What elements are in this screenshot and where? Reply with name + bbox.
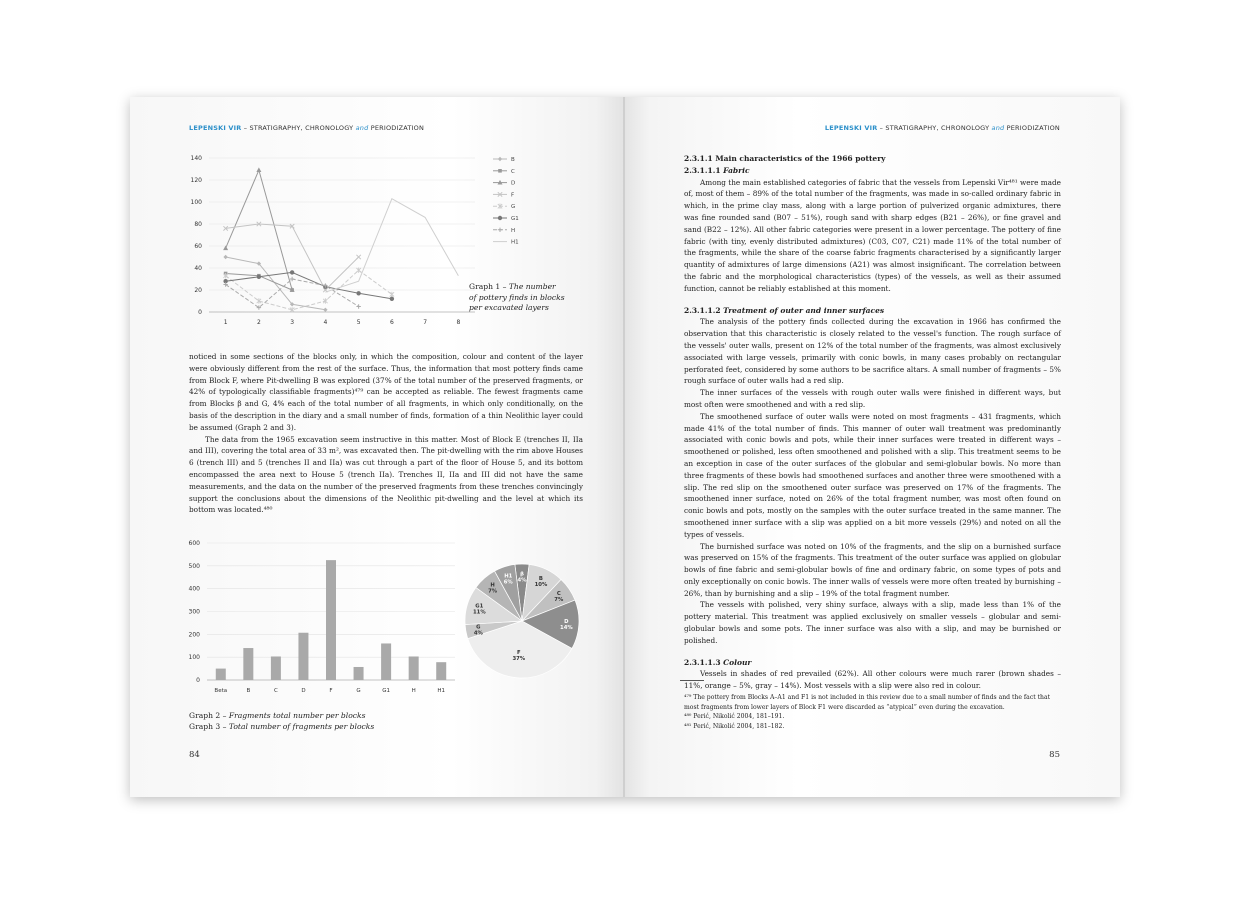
data-point <box>356 255 360 259</box>
x-tick-label: 2 <box>256 319 261 326</box>
x-tick-label: G <box>356 688 361 694</box>
y-tick-label: 400 <box>188 585 200 593</box>
left-body-text <box>189 351 583 516</box>
paragraph: The burnished surface was noted on 10% of the fragments, and the slip on a burnished surface was preserved on 15% of the fragments. This treatment of the outer surface was applied on globular bowls of fine fabric and semi-globular bowls of fine and ordinary fabric, on some types of pots and only exceptionally on conic bowls. The inner walls of vessels were more often treated by burnishing – 26%, than by burnishing and a slip – 19% of the total fragment number. <box>684 541 1061 598</box>
footnotes <box>684 693 1061 731</box>
right-body-text <box>684 153 1061 692</box>
data-point <box>356 268 360 273</box>
page-number: 85 <box>1049 750 1060 760</box>
x-tick-label: C <box>273 688 278 694</box>
x-tick-label: 3 <box>290 319 295 326</box>
bar-G1 <box>381 643 391 680</box>
data-point <box>256 167 261 172</box>
pie-label-name: D <box>564 618 569 625</box>
y-tick-label: 600 <box>188 540 200 547</box>
series-line-D <box>226 170 293 290</box>
subsection-heading-fabric: 2.3.1.1.1 Fabric <box>684 165 750 175</box>
legend-label: C <box>511 168 515 175</box>
pie-label-name: H <box>490 582 495 589</box>
y-tick-label: 120 <box>190 177 202 184</box>
bar-C <box>271 656 281 680</box>
left-page <box>130 97 625 797</box>
graph3-caption: Graph 3 – Total number of fragments per blocks <box>189 721 375 731</box>
running-head: LEPENSKI VIR – STRATIGRAPHY, CHRONOLOGY and PERIODIZATION <box>189 124 425 132</box>
y-tick-label: 20 <box>194 287 202 294</box>
pie-label-name: B <box>538 575 543 582</box>
data-point <box>290 277 294 281</box>
y-tick-label: 100 <box>188 654 200 662</box>
paragraph: The data from the 1965 excavation seem instructive in this matter. Most of Block E (trenches II, IIa and III), covering the total area of 33 m², was excavated then. The pit-dwelling with the rim above Houses 6 (trench III) and 5 (trenches II and IIa) was cut through a part of the floor of House 5, and its bottom encompassed the area next to House 5 (trench IIa). Trenches II, IIa and III did not have the same measurements, and the data on the number of the preserved fragments from these trenches convincingly support the conclusions about the dimensions of the Neolithic pit-dwelling and the level at which its bottom was located.⁴⁸⁰ <box>189 434 583 515</box>
x-tick-label: Beta <box>214 688 228 694</box>
x-tick-label: 7 <box>423 319 428 326</box>
y-tick-label: 40 <box>194 265 202 272</box>
data-point <box>356 291 360 295</box>
bar-F <box>326 560 336 680</box>
bar-Beta <box>216 669 226 680</box>
legend-label: B <box>511 157 515 163</box>
data-point <box>356 304 360 308</box>
book-spread <box>130 97 1120 797</box>
graph2-caption: Graph 2 – Fragments total number per blocks <box>189 711 366 720</box>
x-tick-label: G1 <box>382 688 390 694</box>
subsection-heading-treatment: 2.3.1.1.2 Treatment of outer and inner surfaces <box>684 305 885 315</box>
right-page <box>625 97 1120 797</box>
paragraph: The vessels with polished, very shiny surface, always with a slip, made less than 1% of the pottery material. This treatment was applied exclusively on smaller vessels – globular and semi-globular bowls and some pots. The inner surface was also with a slip, and may be burnished or polished. <box>684 600 1061 645</box>
x-tick-label: 1 <box>223 319 228 326</box>
data-point <box>290 270 294 274</box>
pie-label-percent: 4% <box>473 630 483 637</box>
legend-marker <box>498 157 502 161</box>
x-tick-label: D <box>301 688 306 694</box>
paragraph: The inner surfaces of the vessels with rough outer walls were finished in different ways, but most often were smoothened and with a red slip. <box>684 388 1061 409</box>
pie-label-percent: 4% <box>517 577 527 584</box>
legend-label: G1 <box>511 216 519 222</box>
pie-label-percent: 7% <box>554 597 564 604</box>
gutter <box>623 97 625 797</box>
x-tick-label: H <box>411 688 416 694</box>
x-tick-label: B <box>246 688 251 694</box>
legend-marker <box>498 169 502 173</box>
paragraph: Vessels in shades of red prevailed (62%). All other colours were much rarer (brown shades – 11%, orange – 5%, gray – 14%). Most vessels with a slip were also red in colour. <box>684 669 1061 691</box>
data-point <box>390 297 394 301</box>
legend-label: G <box>511 204 516 211</box>
subsection-heading-colour: 2.3.1.1.3 Colour <box>684 657 752 667</box>
legend-label: D <box>511 180 516 187</box>
data-point <box>223 255 227 259</box>
paragraph: The smoothened surface of outer walls were noted on most fragments – 431 fragments, which made 41% of the total number of finds. This manner of outer wall treatment was predominantly associated with conic bowls and pots, while their inner surfaces were treated in different ways – smoothened or polished, less often smoothened and polished with a slip. This treatment seems to be an exception in case of the outer surfaces of the globular and semi-globular bowls. No more than three fragments of these bowls had smoothened surfaces and another three were smoothened with a slip. The red slip on the smoothened outer surface was preserved on 17% of the fragments. The smoothened inner surface, noted on 26% of the total fragment number, was most often found on conic bowls and pots, mostly on the samples with the outer surface treated in the same manner. The smoothened inner surface with a slip was applied on a bit more vessels (29%) and noted on all the types of vessels. <box>684 411 1061 539</box>
pie-label-name: F <box>516 650 521 657</box>
footnote: ⁴⁸⁰ Perić, Nikolić 2004, 181–191. <box>684 713 785 721</box>
x-tick-label: 5 <box>356 319 361 326</box>
legend-label: H1 <box>511 239 519 246</box>
data-point <box>390 292 394 297</box>
pie-label-percent: 6% <box>503 579 513 586</box>
pie-label-name: C <box>556 591 561 598</box>
footnote-rule <box>680 680 704 681</box>
footnote: ⁴⁷⁹ The pottery from Blocks A–A1 and F1 is not included in this review due to a small number of finds and the fact that most fragments from lower layers of Block F1 were discarded as “atypical” even during the excavation. <box>684 694 1051 711</box>
graph1-caption: Graph 1 – The number of pottery finds in blocks per excavated layers <box>469 282 565 312</box>
bar-B <box>243 648 253 680</box>
pie-label-name: G1 <box>475 603 484 610</box>
data-point <box>223 273 227 278</box>
y-tick-label: 100 <box>190 199 202 206</box>
paragraph: Among the main established categories of fabric that the vessels from Lepenski Vir⁴⁸¹ were made of, most of them – 89% of the total number of the fragments, was made in so-called ordinary fabric in which, in the prime clay mass, along with a large portion of pulverized organic admixtures, there was fine rounded sand (B07 – 51%), rough sand with sharp edges (B21 – 26%), or fine gravel and sand (B22 – 12%). All other fabric categories were present in a lower percentage. The pottery of fine fabric (with tiny, evenly distributed admixtures) (C03, C07, C21) made 11% of the total number of the fragments, while the share of the coarse fabric fragments characterised by a significantly larger quantity of admixtures of large dimensions (A21) was almost insignificant. The correlation between the fabric and the morphological characteristics (types) of the vessels, as well as their assumed function, cannot be reliably established at this moment. <box>684 177 1061 293</box>
x-tick-label: 8 <box>456 319 461 326</box>
y-tick-label: 60 <box>194 243 202 250</box>
bar-H1 <box>436 662 446 680</box>
pie-label-percent: 37% <box>512 656 526 663</box>
bar-H <box>409 656 419 680</box>
y-tick-label: 140 <box>190 155 202 162</box>
legend-marker <box>498 216 502 220</box>
graph2-3-captions <box>189 711 519 732</box>
y-tick-label: 500 <box>188 562 200 570</box>
y-tick-label: 300 <box>188 608 200 616</box>
pie-label-percent: 11% <box>472 609 486 616</box>
paragraph: noticed in some sections of the blocks only, in which the composition, colour and content of the layer were obviously different from the rest of the surface. Thus, the information that most pottery finds came from Block F, where Pit-dwelling B was explored (37% of the total number of the preserved fragments, or 42% of typologically classifiable fragments)⁴⁷⁹ can be accepted as reliable. The fewest fragments came from Blocks β and G, 4% each of the total number of all fragments, in which only conditionally, on the basis of the description in the diary and a small number of finds, formation of a thin Neolithic layer could be assumed (Graph 2 and 3). <box>189 352 583 432</box>
running-head: LEPENSKI VIR – STRATIGRAPHY, CHRONOLOGY and PERIODIZATION <box>824 124 1060 132</box>
y-tick-label: 0 <box>196 677 200 684</box>
graph2-bar-chart <box>185 534 460 702</box>
legend-label: H <box>511 227 516 234</box>
legend-marker <box>498 228 502 232</box>
pie-label-percent: 10% <box>534 581 548 588</box>
x-tick-label: 4 <box>323 319 328 326</box>
x-tick-label: H1 <box>437 688 446 694</box>
series-line-H1 <box>325 199 458 293</box>
page-number: 84 <box>189 750 200 760</box>
x-tick-label: 6 <box>389 319 394 326</box>
section-heading: 2.3.1.1 Main characteristics of the 1966 pottery <box>684 154 886 163</box>
y-tick-label: 80 <box>194 221 202 228</box>
pie-label-name: β <box>520 571 524 578</box>
legend-label: F <box>511 192 515 199</box>
x-tick-label: F <box>329 688 333 694</box>
graph3-pie-chart <box>465 559 587 684</box>
pie-label-percent: 7% <box>488 588 498 595</box>
pie-label-name: H1 <box>504 573 513 580</box>
y-tick-label: 0 <box>198 309 202 316</box>
data-point <box>257 275 261 279</box>
y-tick-label: 200 <box>188 631 200 639</box>
data-point <box>323 308 327 312</box>
footnote: ⁴⁸¹ Perić, Nikolić 2004, 181–182. <box>684 722 785 730</box>
pie-label-percent: 14% <box>560 624 573 631</box>
bar-G <box>354 667 364 680</box>
pie-label-name: G <box>476 624 481 631</box>
bar-D <box>298 633 308 680</box>
series-line-B <box>226 257 326 310</box>
paragraph: The analysis of the pottery finds collected during the excavation in 1966 has confirmed the observation that this characteristic is closely related to the vessel's function. The rough surface of the vessels' outer walls, present on 12% of the total number of the fragments, was almost exclusively associated with large vessels, primarily with conic bowls, in many cases probably on rectangular perforated feet, considered by some authors to be sacrifice altars. A small number of fragments – 5% rough surface of outer walls had a red slip. <box>684 317 1061 386</box>
